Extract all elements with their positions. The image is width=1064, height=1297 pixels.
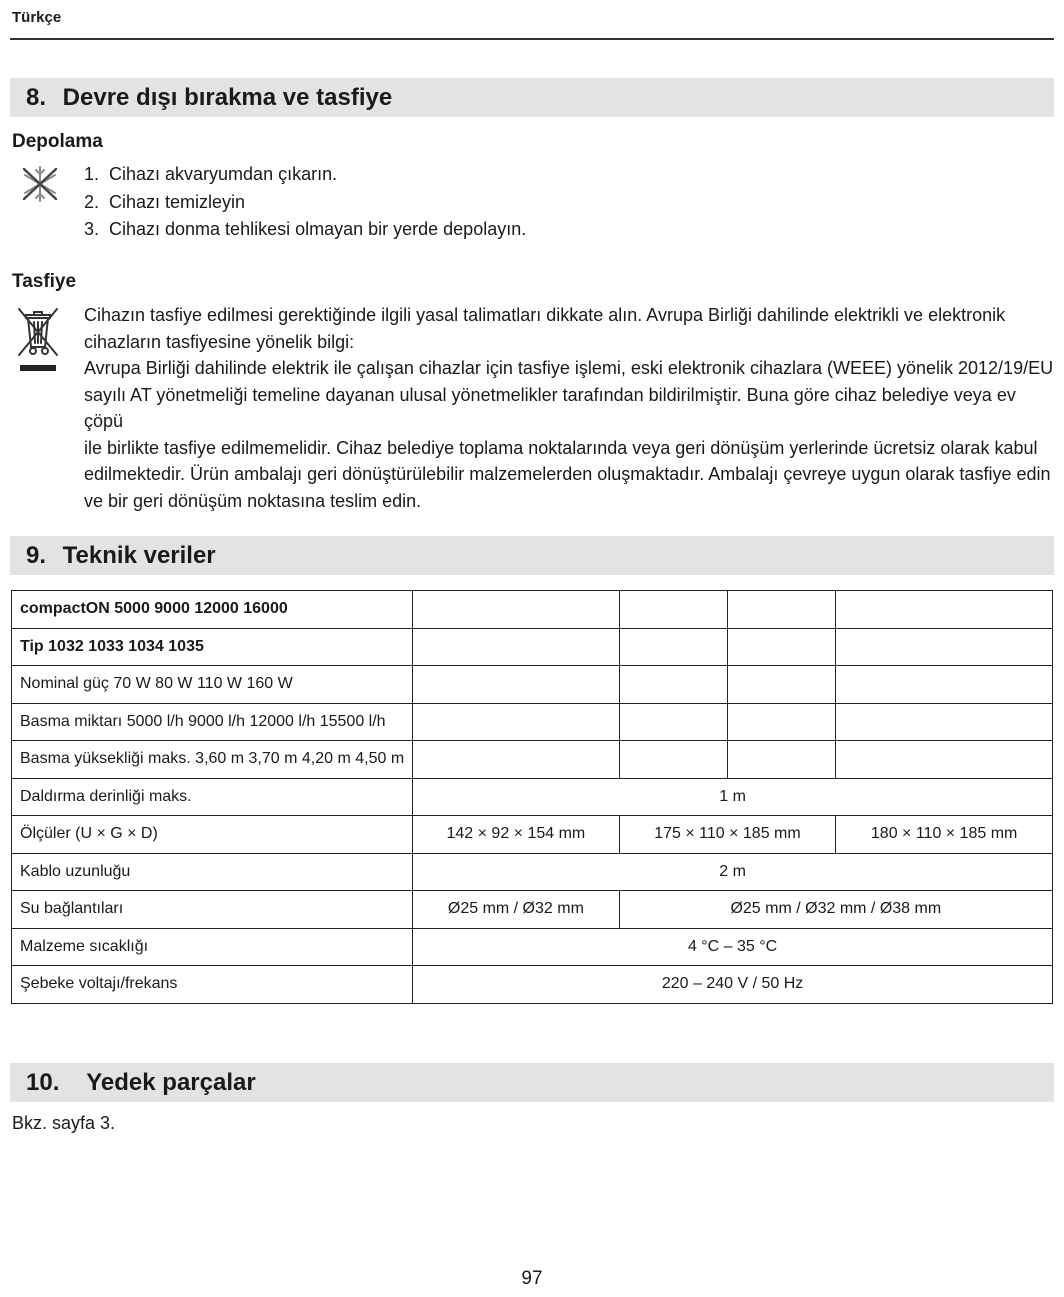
table-cell bbox=[413, 666, 619, 704]
table-value: 1 m bbox=[413, 778, 1053, 816]
crossed-bin-icon bbox=[14, 305, 62, 382]
table-value: 220 – 240 V / 50 Hz bbox=[413, 966, 1053, 1004]
table-value: 4 °C – 35 °C bbox=[413, 928, 1053, 966]
section-8-title: Devre dışı bırakma ve tasfiye bbox=[62, 84, 393, 111]
table-value: Ø25 mm / Ø32 mm / Ø38 mm bbox=[619, 891, 1052, 929]
disposal-line: Cihazın tasfiye edilmesi gerektiğinde ilgili yasal talimatları dikkate alın. Avrupa Birliği dahilinde elektrikli ve elektronik bbox=[84, 305, 1006, 325]
table-row bbox=[12, 928, 1053, 966]
table-row bbox=[12, 591, 1053, 629]
storage-step: 1. Cihazı akvaryumdan çıkarın. bbox=[84, 164, 338, 184]
row-label: Tip 1032 1033 1034 1035 bbox=[12, 628, 413, 666]
disposal-line: edilmektedir. Ürün ambalajı geri dönüştürülebilir malzemelerden oluşmaktadır. Ambalajı çevreye uygun olarak tasfiye edin bbox=[84, 464, 1051, 484]
language-label: Türkçe bbox=[12, 9, 62, 26]
table-cell bbox=[727, 628, 835, 666]
table-cell bbox=[413, 628, 619, 666]
table-row bbox=[12, 666, 1053, 704]
table-row bbox=[12, 891, 1053, 929]
storage-step: 2. Cihazı temizleyin bbox=[84, 191, 246, 212]
section-9-number: 9. bbox=[26, 542, 47, 569]
table-cell bbox=[836, 741, 1053, 779]
table-cell bbox=[836, 591, 1053, 629]
row-label: Malzeme sıcaklığı bbox=[12, 928, 413, 966]
table-cell bbox=[619, 666, 727, 704]
row-label: Basma miktarı 5000 l/h 9000 l/h 12000 l/h 15500 l/h bbox=[12, 703, 413, 741]
table-value: 180 × 110 × 185 mm bbox=[836, 816, 1053, 854]
row-label: Basma yüksekliği maks. 3,60 m 3,70 m 4,20 m 4,50 m bbox=[12, 741, 413, 779]
table-row bbox=[12, 816, 1053, 854]
table-row bbox=[12, 853, 1053, 891]
storage-step: 3. Cihazı donma tehlikesi olmayan bir yerde depolayın. bbox=[84, 219, 527, 239]
disposal-heading: Tasfiye bbox=[12, 271, 77, 292]
disposal-line: Avrupa Birliği dahilinde elektrik ile çalışan cihazlar için tasfiye işlemi, eski elektronik cihazlara (WEEE) yönelik 2012/19/EU bbox=[84, 358, 1054, 378]
table-row bbox=[12, 778, 1053, 816]
row-label: Nominal güç 70 W 80 W 110 W 160 W bbox=[12, 666, 413, 704]
table-cell bbox=[413, 741, 619, 779]
table-value: Ø25 mm / Ø32 mm bbox=[413, 891, 619, 929]
table-cell bbox=[727, 741, 835, 779]
section-9-title: Teknik veriler bbox=[62, 542, 216, 569]
table-cell bbox=[619, 628, 727, 666]
section-8-number: 8. bbox=[26, 84, 47, 111]
spare-parts-reference: Bkz. sayfa 3. bbox=[12, 1113, 116, 1133]
table-cell bbox=[727, 703, 835, 741]
table-cell bbox=[619, 741, 727, 779]
section-10-number: 10. bbox=[26, 1069, 60, 1096]
table-value: 142 × 92 × 154 mm bbox=[413, 816, 619, 854]
table-cell bbox=[413, 703, 619, 741]
section-9-heading bbox=[10, 536, 1054, 575]
row-label: Ölçüler (U × G × D) bbox=[12, 816, 413, 854]
storage-steps bbox=[84, 161, 526, 244]
row-label: compactON 5000 9000 12000 16000 bbox=[12, 591, 413, 629]
section-10-title: Yedek parçalar bbox=[86, 1069, 256, 1096]
header-rule bbox=[10, 38, 1054, 40]
snowflake-crossed-icon bbox=[18, 164, 62, 209]
table-cell bbox=[619, 703, 727, 741]
row-label: Su bağlantıları bbox=[12, 891, 413, 929]
disposal-line: ve bir geri dönüşüm noktasına teslim edin. bbox=[84, 490, 422, 511]
table-cell bbox=[836, 666, 1053, 704]
row-label: Kablo uzunluğu bbox=[12, 853, 413, 891]
table-cell bbox=[836, 703, 1053, 741]
table-cell bbox=[836, 628, 1053, 666]
row-label: Şebeke voltajı/frekans bbox=[12, 966, 413, 1004]
page-number: 97 bbox=[521, 1268, 543, 1289]
table-cell bbox=[413, 591, 619, 629]
disposal-line: cihazların tasfiyesine yönelik bilgi: bbox=[84, 331, 355, 352]
storage-heading: Depolama bbox=[12, 131, 103, 152]
table-cell bbox=[727, 591, 835, 629]
table-row bbox=[12, 966, 1053, 1004]
table-row bbox=[12, 628, 1053, 666]
section-10-heading bbox=[10, 1063, 1054, 1102]
row-label: Daldırma derinliği maks. bbox=[12, 778, 413, 816]
table-value: 175 × 110 × 185 mm bbox=[619, 816, 836, 854]
technical-data-table bbox=[11, 590, 1053, 1004]
table-value: 2 m bbox=[413, 853, 1053, 891]
section-8-heading bbox=[10, 78, 1054, 117]
table-cell bbox=[727, 666, 835, 704]
disposal-paragraph bbox=[84, 302, 1056, 514]
disposal-line: sayılı AT yönetmeliği temeline dayanan ulusal yönetmelikler tarafından bildirilmiştir. Buna göre cihaz belediye veya ev çöpü bbox=[84, 384, 1016, 431]
table-cell bbox=[619, 591, 727, 629]
table-row bbox=[12, 703, 1053, 741]
table-row bbox=[12, 741, 1053, 779]
disposal-line: ile birlikte tasfiye edilmemelidir. Cihaz belediye toplama noktalarında veya geri dönüşüm yerlerinde ücretsiz olarak kabul bbox=[84, 437, 1038, 458]
